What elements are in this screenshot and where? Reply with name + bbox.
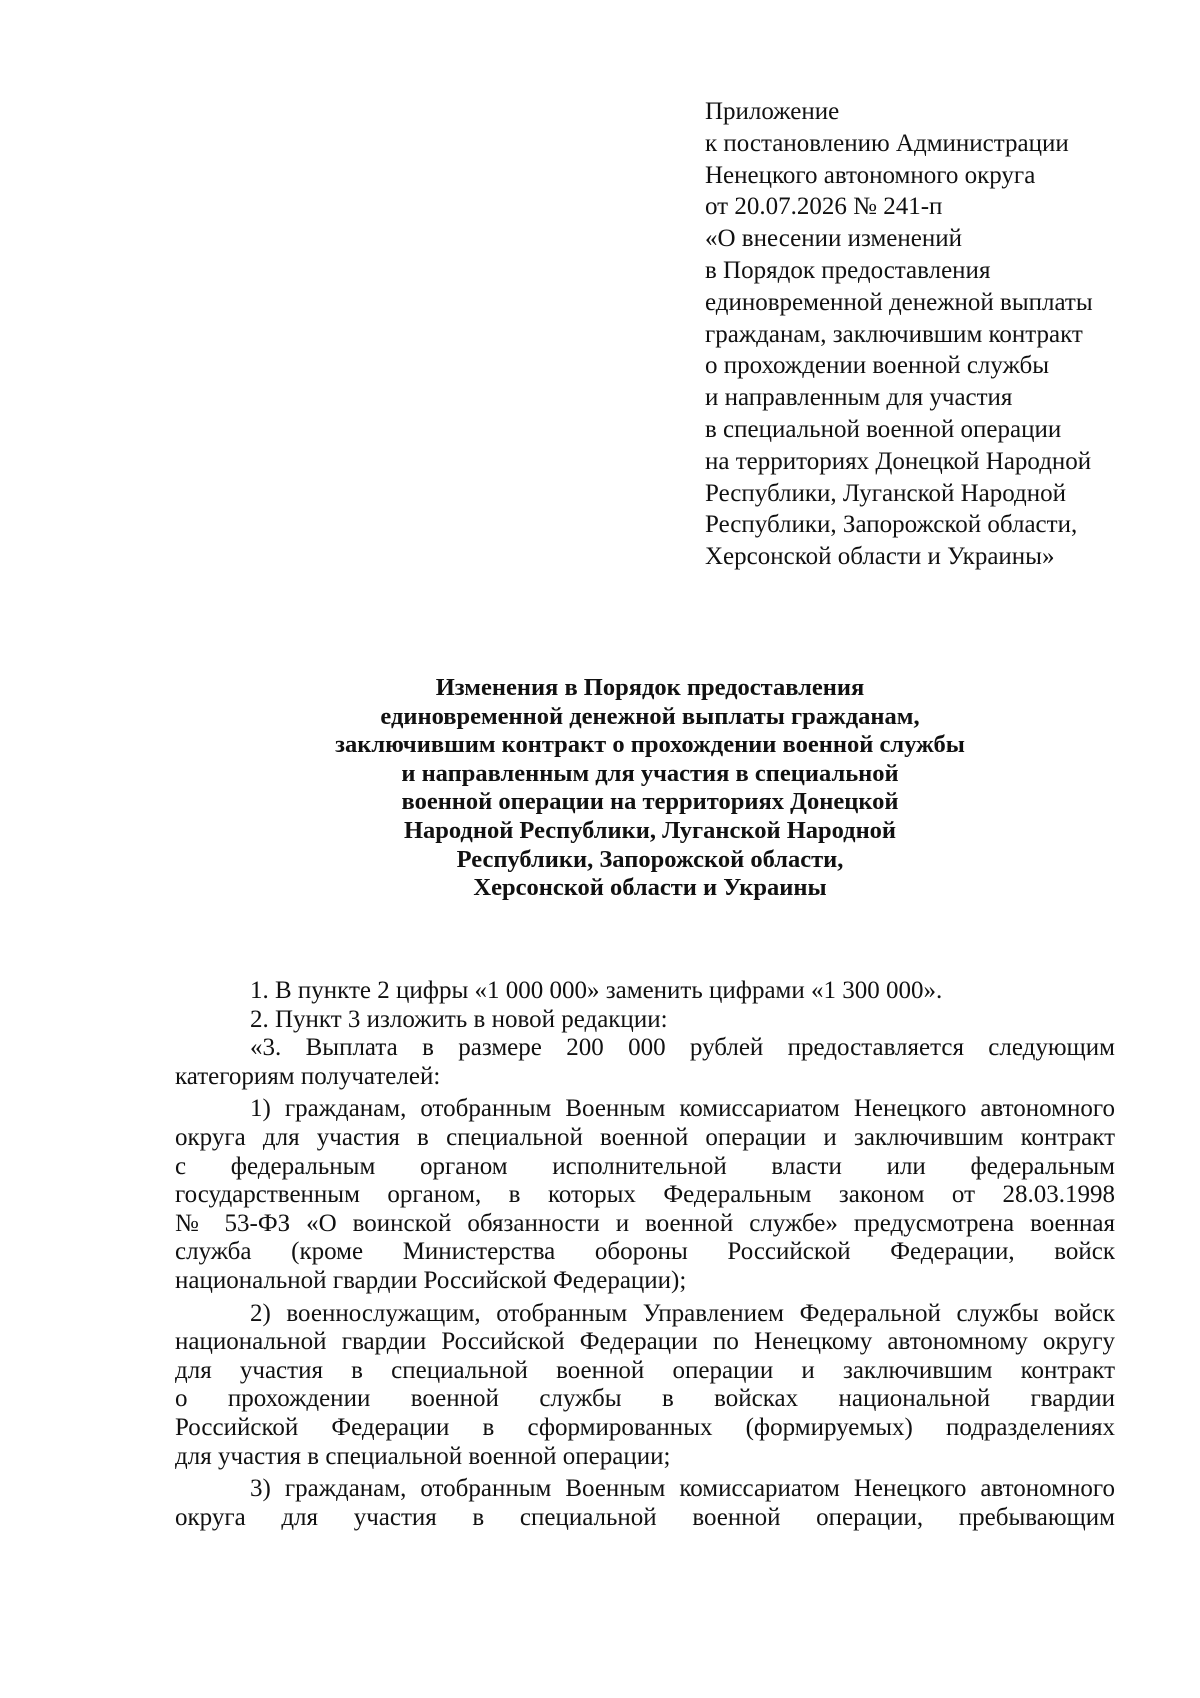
appendix-line: Республики, Запорожской области,: [705, 511, 1078, 539]
appendix-line: Приложение: [705, 98, 840, 125]
paragraph-line: для участия в специальной военной операции;: [175, 1442, 671, 1470]
paragraph-5: [175, 1300, 1115, 1472]
paragraph-1: [175, 977, 1115, 1006]
appendix-line: на территориях Донецкой Народной: [705, 447, 1092, 475]
title-line: Изменения в Порядок предоставления: [435, 674, 865, 701]
appendix-line: Республики, Луганской Народной: [705, 479, 1066, 507]
paragraph-line: «3. Выплата в размере 200 000 рублей предоставляется следующим: [250, 1034, 1115, 1062]
paragraph-line: Российской Федерации в сформированных (формируемых) подразделениях: [175, 1413, 1115, 1441]
appendix-line: и направленным для участия: [705, 384, 1013, 412]
paragraph-line: национальной гвардии Российской Федерации по Ненецкому автономному округу: [175, 1328, 1115, 1356]
paragraph-line: 2. Пункт 3 изложить в новой редакции:: [250, 1005, 668, 1033]
paragraph-line: служба (кроме Министерства обороны Российской Федерации, войск: [175, 1238, 1115, 1266]
paragraph-6: [175, 1475, 1115, 1532]
appendix-header: [705, 96, 1175, 573]
paragraph-line: с федеральным органом исполнительной власти или федеральным: [175, 1152, 1115, 1180]
title-line: военной операции на территориях Донецкой: [401, 788, 899, 816]
paragraph-2: [175, 1006, 1115, 1035]
paragraph-line: № 53-ФЗ «О воинской обязанности и военной службе» предусмотрена военная: [175, 1209, 1115, 1237]
appendix-line: от 20.07.2026 № 241-п: [705, 193, 943, 221]
appendix-line: Херсонской области и Украины»: [705, 543, 1055, 571]
appendix-line: к постановлению Администрации: [705, 129, 1069, 157]
title-line: заключившим контракт о прохождении военной службы: [335, 731, 965, 759]
appendix-line: «О внесении изменений: [705, 225, 963, 253]
appendix-line: гражданам, заключившим контракт: [705, 320, 1083, 348]
appendix-line: в специальной военной операции: [705, 415, 1062, 443]
paragraph-line: округа для участия в специальной военной операции и заключившим контракт: [175, 1123, 1115, 1151]
paragraph-line: государственным органом, в которых Федеральным законом от 28.03.1998: [175, 1181, 1115, 1209]
paragraph-line: округа для участия в специальной военной операции, пребывающим: [175, 1503, 1115, 1531]
appendix-line: о прохождении военной службы: [705, 352, 1050, 380]
document-title: [250, 674, 1050, 903]
title-line: Херсонской области и Украины: [473, 874, 827, 902]
paragraph-line: о прохождении военной службы в войсках национальной гвардии: [175, 1385, 1115, 1413]
title-line: единовременной денежной выплаты гражданам,: [380, 702, 920, 730]
paragraph-line: национальной гвардии Российской Федерации);: [175, 1266, 687, 1294]
paragraph-4: [175, 1095, 1115, 1295]
appendix-line: Ненецкого автономного округа: [705, 161, 1036, 189]
paragraph-3: [175, 1034, 1115, 1091]
paragraph-line: 1) гражданам, отобранным Военным комиссариатом Ненецкого автономного: [250, 1095, 1115, 1123]
paragraph-line: для участия в специальной военной операции и заключившим контракт: [175, 1356, 1115, 1384]
appendix-line: в Порядок предоставления: [705, 256, 991, 284]
title-line: и направленным для участия в специальной: [401, 759, 899, 787]
paragraph-line: 1. В пункте 2 цифры «1 000 000» заменить цифрами «1 300 000».: [250, 977, 943, 1004]
appendix-line: единовременной денежной выплаты: [705, 288, 1093, 316]
paragraph-line: 2) военнослужащим, отобранным Управлением Федеральной службы войск: [250, 1299, 1115, 1327]
paragraph-line: категориям получателей:: [175, 1062, 441, 1090]
document-body: [175, 977, 1115, 1532]
title-line: Народной Республики, Луганской Народной: [403, 816, 897, 844]
paragraph-line: 3) гражданам, отобранным Военным комиссариатом Ненецкого автономного: [250, 1475, 1115, 1503]
title-line: Республики, Запорожской области,: [456, 845, 844, 873]
